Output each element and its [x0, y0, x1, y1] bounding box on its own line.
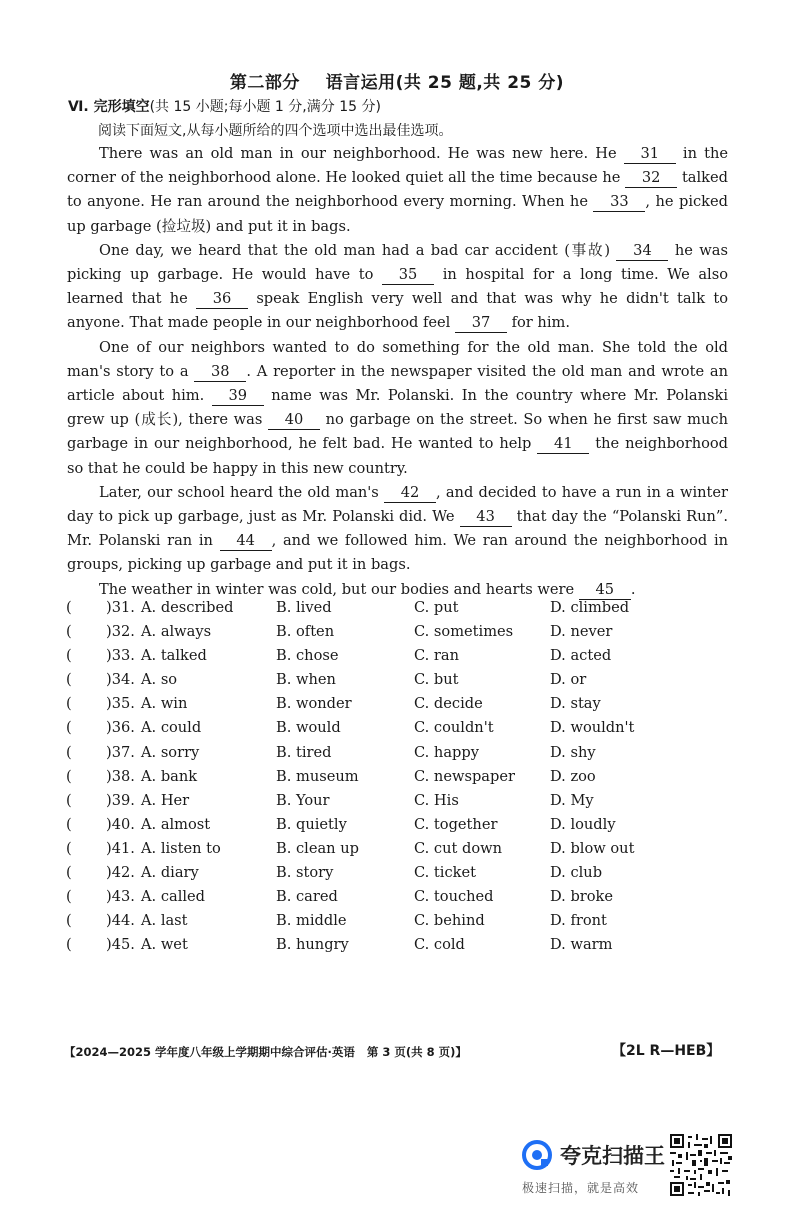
passage-paragraph: One day, we heard that the old man had a bad car accident (事故) 34 he was picking up garbage. He would have to 35 in hospital for a long time. We also learned that he 36 speak English very well and that was why he didn't talk to anyone. That made people in our neighborhood feel 37 for him.: [67, 241, 729, 332]
option-a[interactable]: A. listen to: [141, 839, 221, 857]
option-b[interactable]: B. would: [276, 719, 341, 737]
passage-paragraph: There was an old man in our neighborhood. He was new here. He 31 in the corner of the neighborhood alone. He looked quiet all the time because he 32 talked to anyone. He ran around the neighborhood every morning. When he 33 , he picked up garbage (捡垃圾) and put it in bags.: [67, 145, 729, 235]
option-c[interactable]: C. put: [414, 599, 459, 616]
blank-31[interactable]: 31: [624, 145, 676, 164]
passage-paragraph: The weather in winter was cold, but our bodies and hearts were 45 .: [99, 580, 636, 598]
answer-paren[interactable]: (: [66, 888, 72, 906]
option-d[interactable]: D. zoo: [550, 767, 596, 785]
question-number: )41.: [106, 839, 135, 857]
answer-paren[interactable]: (: [66, 647, 72, 665]
scanner-slogan: 极速扫描，就是高效: [522, 1181, 640, 1195]
question-row: [66, 765, 706, 789]
answer-paren[interactable]: (: [66, 671, 72, 689]
option-b[interactable]: B. middle: [276, 912, 347, 930]
footer-page-info: 【2024—2025 学年度八年级上学期期中综合评估·英语 第 3 页(共 8 页)】: [64, 1045, 467, 1059]
question-number: )34.: [106, 671, 135, 689]
blank-42[interactable]: 42: [384, 484, 436, 503]
blank-37[interactable]: 37: [455, 314, 507, 333]
question-row: [66, 933, 706, 957]
option-c[interactable]: C. ticket: [414, 864, 476, 882]
question-row: [66, 837, 706, 861]
answer-paren[interactable]: (: [66, 864, 72, 882]
question-number: )39.: [106, 791, 135, 809]
option-b[interactable]: B. wonder: [276, 695, 352, 713]
question-row: [66, 644, 706, 668]
option-d[interactable]: D. wouldn't: [550, 719, 635, 737]
option-b[interactable]: B. when: [276, 671, 336, 689]
question-options: [66, 596, 706, 957]
question-row: [66, 716, 706, 740]
option-d[interactable]: D. acted: [550, 647, 612, 665]
option-a[interactable]: A. bank: [141, 767, 198, 785]
question-number: )40.: [106, 815, 135, 833]
question-row: [66, 692, 706, 716]
option-c[interactable]: C. cut down: [414, 839, 503, 857]
option-c[interactable]: C. happy: [414, 743, 479, 761]
option-a[interactable]: A. wet: [141, 936, 188, 954]
section-instruction: 阅读下面短文,从每小题所给的四个选项中选出最佳选项。: [98, 123, 453, 139]
option-d[interactable]: D. shy: [550, 743, 596, 761]
question-row: [66, 909, 706, 933]
question-number: )32.: [106, 623, 135, 641]
option-b[interactable]: B. chose: [276, 647, 339, 665]
option-d[interactable]: D. climbed: [550, 599, 630, 616]
question-row: [66, 885, 706, 909]
question-number: )42.: [106, 864, 135, 882]
blank-33[interactable]: 33: [593, 193, 645, 212]
answer-paren[interactable]: (: [66, 839, 72, 857]
option-a[interactable]: A. Her: [141, 791, 190, 809]
option-b[interactable]: B. clean up: [276, 839, 359, 857]
option-c[interactable]: C. behind: [414, 912, 485, 930]
option-b[interactable]: B. museum: [276, 767, 359, 785]
option-a[interactable]: A. talked: [141, 647, 207, 665]
option-b[interactable]: B. story: [276, 864, 334, 882]
scanner-brand: 夸克扫描王: [560, 1144, 665, 1168]
answer-paren[interactable]: (: [66, 695, 72, 713]
option-d[interactable]: D. never: [550, 623, 613, 641]
option-d[interactable]: D. broke: [550, 888, 614, 906]
option-b[interactable]: B. often: [276, 623, 335, 641]
blank-39[interactable]: 39: [212, 387, 264, 406]
option-c[interactable]: C. touched: [414, 888, 494, 906]
question-number: )31.: [106, 599, 135, 616]
question-number: )35.: [106, 695, 135, 713]
option-c[interactable]: C. sometimes: [414, 623, 514, 641]
question-row: [66, 789, 706, 813]
question-number: )36.: [106, 719, 135, 737]
option-a[interactable]: A. called: [141, 888, 206, 906]
option-d[interactable]: D. stay: [550, 695, 601, 713]
option-c[interactable]: C. couldn't: [414, 719, 494, 737]
option-a[interactable]: A. described: [141, 599, 234, 616]
blank-44[interactable]: 44: [220, 532, 272, 551]
answer-paren[interactable]: (: [66, 743, 72, 761]
question-number: )43.: [106, 888, 135, 906]
option-a[interactable]: A. diary: [141, 864, 199, 882]
option-a[interactable]: A. always: [141, 623, 212, 641]
option-b[interactable]: B. tired: [276, 743, 332, 761]
section-heading: [68, 96, 381, 116]
answer-paren[interactable]: (: [66, 815, 72, 833]
option-d[interactable]: D. club: [550, 864, 603, 882]
option-b[interactable]: B. hungry: [276, 936, 349, 954]
cloze-passage: [67, 142, 728, 602]
question-number: )37.: [106, 743, 135, 761]
blank-36[interactable]: 36: [196, 290, 248, 309]
option-c[interactable]: C. but: [414, 671, 459, 689]
question-number: )33.: [106, 647, 135, 665]
option-d[interactable]: D. loudly: [550, 815, 616, 833]
blank-38[interactable]: 38: [194, 363, 246, 382]
question-row: [66, 668, 706, 692]
option-d[interactable]: D. front: [550, 912, 607, 930]
qr-code-icon: [670, 1134, 732, 1196]
question-row: [66, 596, 706, 620]
answer-paren[interactable]: (: [66, 912, 72, 930]
option-d[interactable]: D. warm: [550, 936, 613, 954]
option-a[interactable]: A. could: [141, 719, 202, 737]
option-b[interactable]: B. lived: [276, 599, 332, 616]
question-row: [66, 741, 706, 765]
section-label: Ⅵ. 完形填空: [68, 99, 150, 115]
answer-paren[interactable]: (: [66, 936, 72, 954]
option-d[interactable]: D. or: [550, 671, 587, 689]
blank-32[interactable]: 32: [625, 169, 677, 188]
question-row: [66, 813, 706, 837]
answer-paren[interactable]: (: [66, 599, 72, 616]
option-b[interactable]: B. Your: [276, 791, 330, 809]
page-title: 第二部分 语言运用(共 25 题,共 25 分): [229, 73, 565, 93]
option-c[interactable]: C. newspaper: [414, 767, 515, 785]
answer-paren[interactable]: (: [66, 623, 72, 641]
option-c[interactable]: C. cold: [414, 936, 465, 954]
question-number: )45.: [106, 936, 135, 954]
blank-41[interactable]: 41: [537, 435, 589, 454]
option-a[interactable]: A. so: [141, 671, 178, 689]
section-subtitle: (共 15 小题;每小题 1 分,满分 15 分): [149, 99, 381, 115]
answer-paren[interactable]: (: [66, 767, 72, 785]
option-a[interactable]: A. last: [141, 912, 188, 930]
option-c[interactable]: C. ran: [414, 647, 459, 665]
option-b[interactable]: B. quietly: [276, 815, 347, 833]
option-a[interactable]: A. sorry: [141, 743, 200, 761]
option-a[interactable]: A. almost: [141, 815, 211, 833]
blank-43[interactable]: 43: [460, 508, 512, 527]
question-row: [66, 620, 706, 644]
option-c[interactable]: C. decide: [414, 695, 483, 713]
passage-paragraph: One of our neighbors wanted to do something for the old man. She told the old man's story to a 38 . A reporter in the newspaper visited the old man and wrote an article about him. 39 name was Mr. Polanski. In the country where Mr. Polanski grew up (成长), there was 40 no garbage on the street. So when he first saw much garbage in our neighborhood, he felt bad. He wanted to help 41 the neighborhood so that he could be happy in this new country.: [67, 338, 729, 477]
option-d[interactable]: D. My: [550, 791, 594, 809]
blank-35[interactable]: 35: [382, 266, 434, 285]
option-c[interactable]: C. His: [414, 791, 459, 809]
footer-code: 【2L R—HEB】: [612, 1043, 721, 1059]
option-b[interactable]: B. cared: [276, 888, 338, 906]
passage-paragraph: Later, our school heard the old man's 42 , and decided to have a run in a winter day to pick up garbage, just as Mr. Polanski did. We 43 that day the “Polanski Run”. Mr. Polanski ran in 44 , and we followed him. We ran around the neighborhood in groups, picking up garbage and put it in bags.: [67, 483, 729, 574]
blank-40[interactable]: 40: [268, 411, 320, 430]
blank-34[interactable]: 34: [616, 242, 668, 261]
answer-paren[interactable]: (: [66, 719, 72, 737]
quark-logo-icon: [522, 1140, 552, 1170]
option-d[interactable]: D. blow out: [550, 839, 635, 857]
option-a[interactable]: A. win: [141, 695, 188, 713]
question-row: [66, 861, 706, 885]
answer-paren[interactable]: (: [66, 791, 72, 809]
question-number: )44.: [106, 912, 135, 930]
option-c[interactable]: C. together: [414, 815, 498, 833]
blank-45[interactable]: 45: [579, 581, 631, 600]
question-number: )38.: [106, 767, 135, 785]
